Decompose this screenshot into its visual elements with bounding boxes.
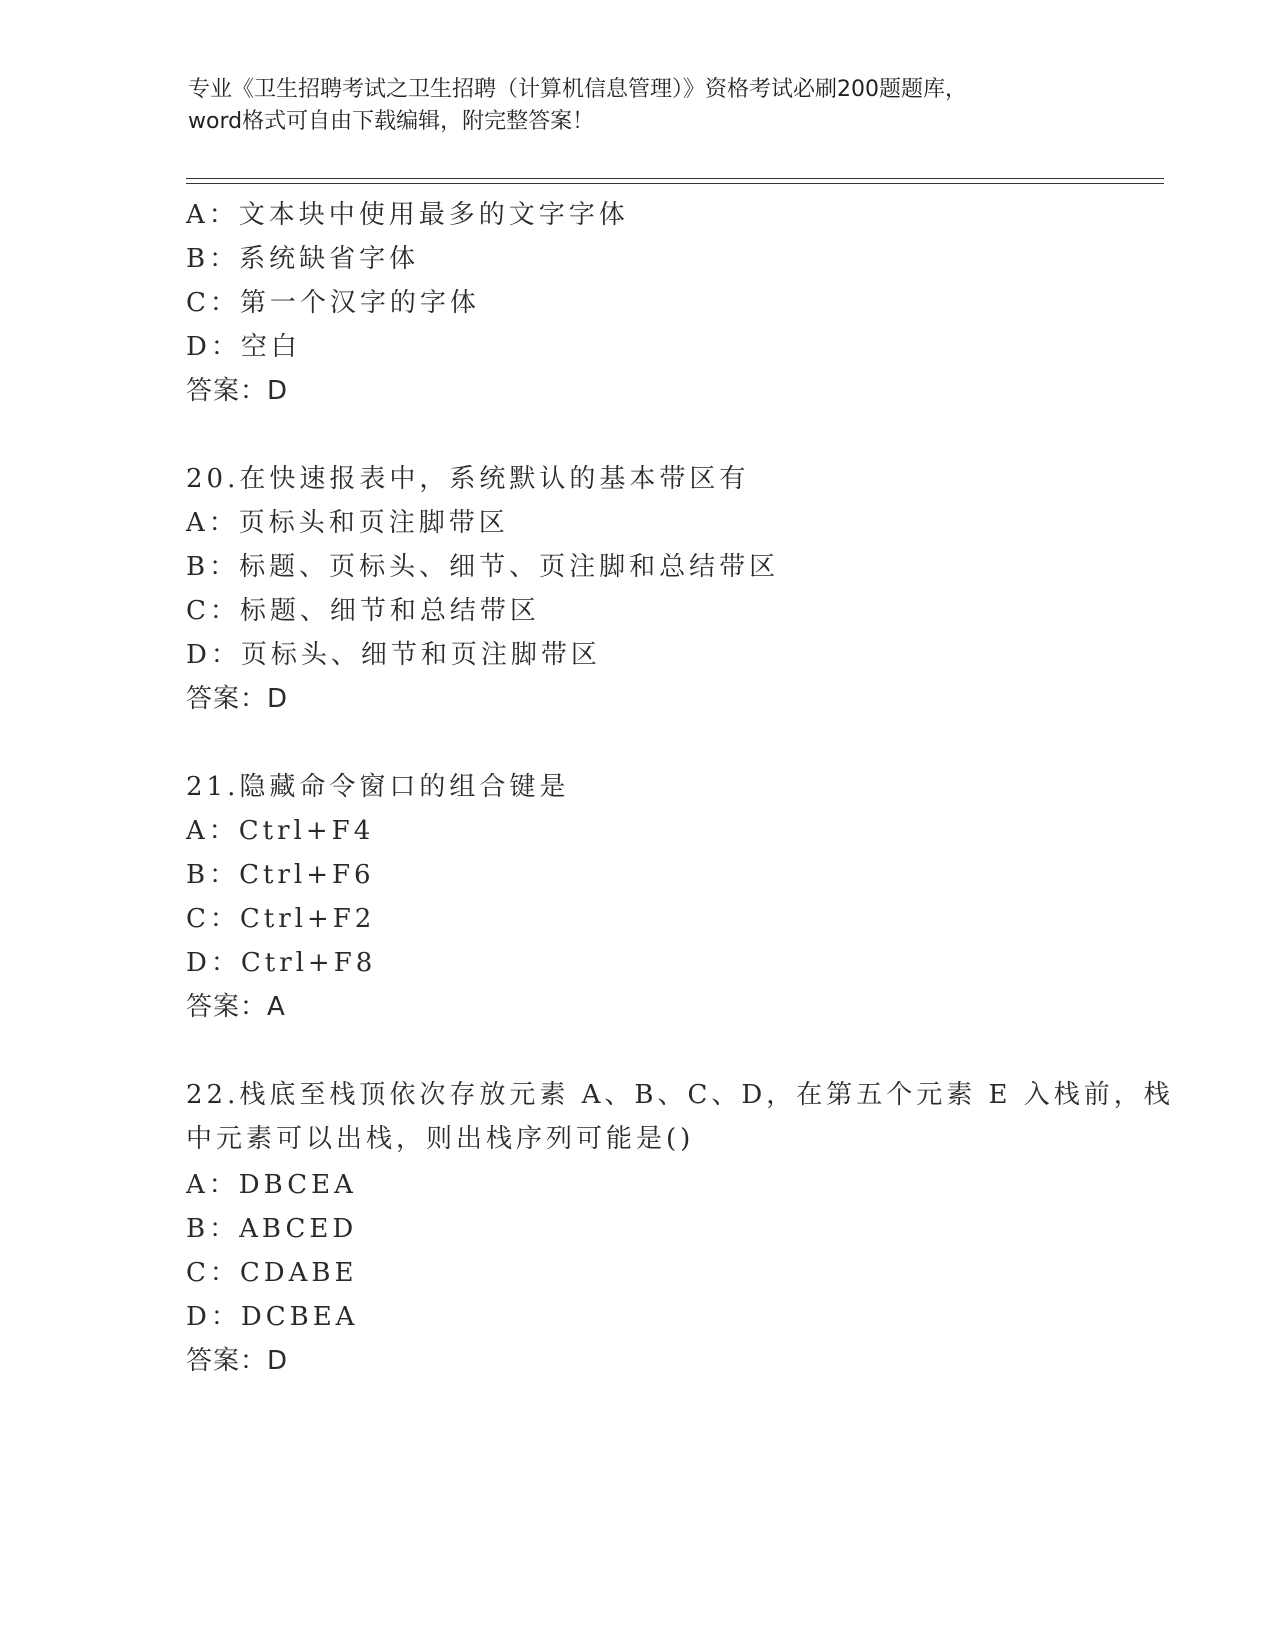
header-divider-top [186,178,1164,179]
q22-question-line-2: 中元素可以出栈，则出栈序列可能是() [186,1124,695,1154]
q20-option-a: A：页标头和页注脚带区 [186,508,509,538]
answer-value: D [267,1346,289,1376]
q19-answer [186,370,288,407]
q21-option-b: B：Ctrl+F6 [186,860,375,890]
q22-option-d: D：DCBEA [186,1302,359,1332]
answer-label: 答案： [186,1346,268,1376]
answer-value: D [267,376,289,406]
answer-label: 答案： [186,992,268,1022]
q19-option-c: C：第一个汉字的字体 [186,288,480,318]
q22-question-line-1: 22.栈底至栈顶依次存放元素 A、B、C、D，在第五个元素 E 入栈前，栈 [186,1080,1174,1110]
q21-option-a: A：Ctrl+F4 [186,816,375,846]
q21-option-c: C：Ctrl+F2 [186,904,376,934]
q20-option-b: B：标题、页标头、细节、页注脚和总结带区 [186,552,780,582]
answer-label: 答案： [186,376,268,406]
header-title-line-1: 专业《卫生招聘考试之卫生招聘（计算机信息管理）》资格考试必刷200题题库， [188,77,967,102]
q20-option-c: C：标题、细节和总结带区 [186,596,540,626]
answer-value: A [267,992,286,1022]
header-divider-bottom [186,183,1164,184]
q20-question: 20.在快速报表中，系统默认的基本带区有 [186,464,750,494]
q20-option-d: D：页标头、细节和页注脚带区 [186,640,601,670]
document-header [188,74,1088,138]
answer-label: 答案： [186,684,268,714]
q21-answer [186,986,286,1023]
q22-answer [186,1340,288,1377]
q19-option-b: B：系统缺省字体 [186,244,420,274]
header-title-line-2: word格式可自由下载编辑，附完整答案！ [188,109,595,134]
q20-answer [186,678,288,715]
q21-option-d: D：Ctrl+F8 [186,948,377,978]
q21-question: 21.隐藏命令窗口的组合键是 [186,772,570,802]
q19-option-a: A：文本块中使用最多的文字字体 [186,200,629,230]
answer-value: D [267,684,289,714]
q19-option-d: D：空白 [186,332,301,362]
q22-option-c: C：CDABE [186,1258,358,1288]
q22-option-b: B：ABCED [186,1214,358,1244]
q22-option-a: A：DBCEA [186,1170,357,1200]
